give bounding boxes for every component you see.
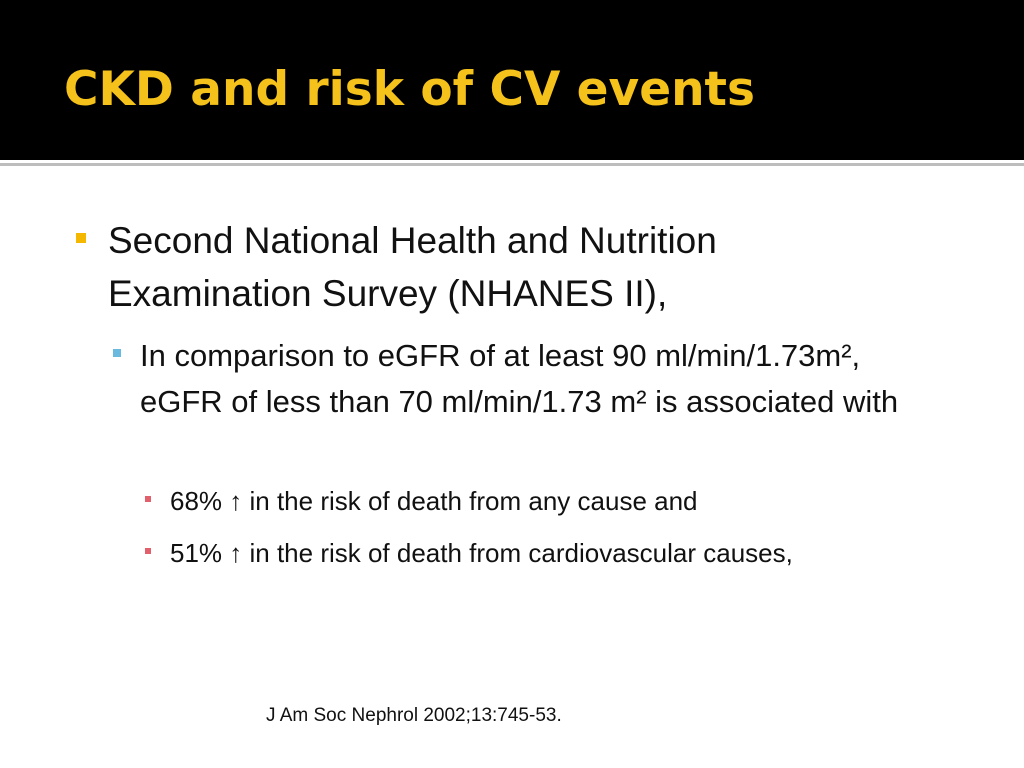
sub-sub-bullet-square-icon (145, 548, 151, 554)
bullet-level2-text: In comparison to eGFR of at least 90 ml/min/1.73m², eGFR of less than 70 ml/min/1.73 m² is associated with (140, 338, 899, 419)
bullet-level1-text: Second National Health and Nutrition Examination Survey (NHANES II), (108, 220, 717, 314)
bullet-level3-text-all-cause: 68% ↑ in the risk of death from any cause and (170, 486, 698, 516)
bullet-level3-text-cardiovascular: 51% ↑ in the risk of death from cardiovascular causes, (170, 538, 793, 568)
slide-title: CKD and risk of CV events (64, 62, 755, 117)
sub-bullet-square-icon (113, 349, 121, 357)
citation: J Am Soc Nephrol 2002;13:745-53. (266, 705, 562, 726)
sub-sub-bullet-square-icon (145, 496, 151, 502)
bullet-square-icon (76, 233, 86, 243)
